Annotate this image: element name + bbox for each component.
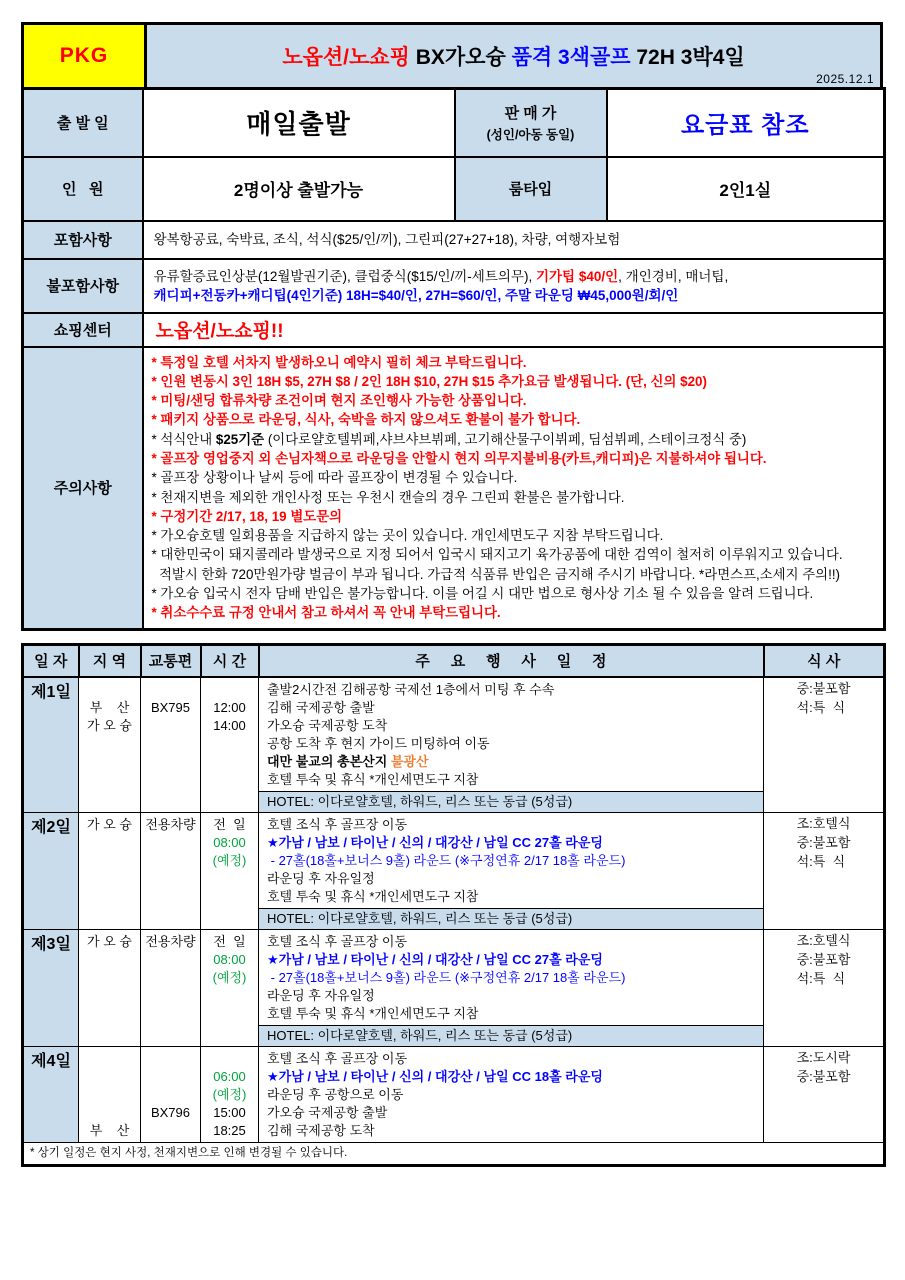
text-segment: 적발시 한화 720만원가량 벌금이 부과 됩니다. 가급적 식품류 반입은 금지해 주시기 바랍니다. *라면스프,소세지 주의!!): [151, 566, 841, 582]
schedule-footnote: * 상기 일정은 현지 사정, 천재지변으로 인해 변경될 수 있습니다.: [23, 1142, 885, 1165]
col-header-day: 일 자: [23, 644, 79, 677]
event-line: [267, 933, 755, 951]
notice-line: [152, 603, 876, 622]
transport-line: BX795: [150, 699, 191, 715]
schedule-day-row: [23, 929, 885, 1046]
notice-line: [152, 468, 876, 487]
notice-label: 주의사항: [23, 347, 143, 630]
time-line: (예정): [212, 1086, 247, 1102]
row-departure: [23, 89, 885, 157]
time-line: 전 일: [213, 816, 246, 832]
event-line: [267, 852, 755, 870]
region-cell: [79, 677, 141, 813]
event-lines: [259, 1047, 763, 1142]
text-segment: , 개인경비, 매너팁,: [618, 268, 729, 284]
excluded-line: [154, 286, 874, 305]
text-segment: 대만 불교의 총본산지: [267, 753, 391, 769]
text-segment: 호텔 조식 후 골프장 이동: [267, 1050, 408, 1066]
transport-cell: [141, 929, 201, 1046]
event-line: [267, 1086, 755, 1104]
text-segment: * 특정일 호텔 서차지 발생하오니 예약시 필히 체크 부탁드립니다.: [151, 354, 527, 370]
meal-list: [797, 1048, 851, 1086]
time-line: (예정): [212, 969, 247, 985]
time-line: 08:00: [213, 951, 246, 967]
text-segment: 호텔 투숙 및 휴식 *개인세면도구 지참: [267, 1005, 479, 1021]
meal-list: [797, 814, 851, 871]
price-label: 판 매 가: [504, 105, 557, 123]
time-line: 14:00: [213, 717, 246, 733]
text-segment: 72H 3박4일: [630, 46, 745, 69]
notice-list: [143, 347, 885, 630]
region-line: 가 오 슝: [87, 717, 132, 733]
notice-line: [152, 488, 876, 507]
time-line: 12:00: [213, 699, 246, 715]
event-line: [267, 1104, 755, 1122]
text-segment: * 골프장 영업중지 외 손님자책으로 라운딩을 안할시 현지 의무지불비용(카트,캐디피)은 지불하셔야 됩니다.: [151, 450, 767, 466]
doc-header: [21, 22, 883, 90]
hotel-info: HOTEL: 이다로얄호텔, 하워드, 리스 또는 동급 (5성급): [259, 1025, 763, 1046]
time-line: [202, 1050, 257, 1068]
row-pax: [23, 157, 885, 221]
text-segment: * 대한민국이 돼지콜레라 발생국으로 지정 되어서 입국시 돼지고기 육가공품에 대한 검역이 철저히 이루워지고 있습니다.: [151, 547, 843, 563]
meal-line: 중:불포함: [796, 834, 851, 850]
doc-date: 2025.12.1: [816, 72, 874, 86]
text-segment: * 패키지 상품으로 라운딩, 식사, 숙박을 하지 않으셔도 환불이 불가 합니다.: [151, 412, 581, 428]
events-cell: [259, 812, 764, 929]
text-segment: 호텔 조식 후 골프장 이동: [267, 816, 408, 832]
events-cell: [259, 677, 764, 813]
time-line: 전 일: [213, 933, 246, 949]
event-line: [267, 888, 755, 906]
pax-label: 인 원: [23, 157, 143, 221]
event-line: [267, 816, 755, 834]
event-line: [267, 735, 755, 753]
text-segment: 공항 도착 후 현지 가이드 미팅하여 이동: [267, 735, 490, 751]
text-segment: 호텔 투숙 및 휴식 *개인세면도구 지참: [267, 888, 479, 904]
notice-line: [152, 545, 876, 564]
row-shopping: [23, 313, 885, 347]
text-segment: - 27홀(18홀+보너스 9홀) 라운드 (※구정연휴 2/17 18홀 라운드): [267, 969, 626, 985]
text-segment: * 천재지변을 제외한 개인사정 또는 우천시 캔슬의 경우 그린피 환불은 불가합니다.: [151, 489, 625, 505]
package-info-table: [21, 87, 886, 631]
region-line: [80, 1050, 139, 1068]
time-line: 08:00: [213, 834, 246, 850]
region-cell: [79, 1046, 141, 1142]
region-line: [80, 681, 139, 699]
notice-line: [152, 449, 876, 468]
text-segment: 노옵션/노쇼핑: [282, 46, 410, 69]
schedule-table: [21, 643, 886, 1167]
meal-line: 조:호텔식: [796, 815, 851, 831]
notice-line: [152, 526, 876, 545]
time-cell: [201, 812, 259, 929]
text-segment: (이다로얄호텔뷔페,샤브샤브뷔페, 고기해산물구이뷔페, 딤섬뷔페, 스테이크정식 중): [264, 431, 747, 447]
transport-line: [142, 1086, 199, 1104]
notice-line: [152, 430, 876, 449]
text-segment: 유류할증료인상분(12월발권기준), 클럽중식($15/인/끼-세트의무),: [153, 268, 536, 284]
departure-label: 출 발 일: [23, 89, 143, 157]
day-label: 제2일: [23, 812, 79, 929]
text-segment: 라운딩 후 자유일정: [267, 987, 375, 1003]
excluded-label: 불포함사항: [23, 259, 143, 313]
roomtype-value: 2인1실: [607, 157, 885, 221]
event-line: [267, 753, 755, 771]
schedule-header-row: [23, 644, 885, 677]
row-notice: [23, 347, 885, 630]
region-cell: [79, 929, 141, 1046]
time-cell: [201, 929, 259, 1046]
col-header-region: 지 역: [79, 644, 141, 677]
text-segment: ★가남 / 남보 / 타이난 / 신의 / 대강산 / 남일 CC 18홀 라운딩: [267, 1068, 603, 1084]
text-segment: * 취소수수료 규정 안내서 참고 하셔서 꼭 안내 부탁드립니다.: [151, 605, 501, 621]
hotel-info: HOTEL: 이다로얄호텔, 하워드, 리스 또는 동급 (5성급): [259, 908, 763, 929]
event-line: [267, 681, 755, 699]
text-segment: 김해 국제공항 도착: [267, 1122, 375, 1138]
meals-cell: [764, 677, 885, 813]
roomtype-label: 룸타입: [455, 157, 607, 221]
event-line: [267, 870, 755, 888]
transport-line: [142, 1050, 199, 1068]
region-line: 부 산: [89, 1122, 130, 1138]
meal-line: 석:특 식: [796, 853, 846, 869]
schedule-footnote-row: [23, 1142, 885, 1165]
col-header-meals: 식 사: [764, 644, 885, 677]
price-value: 요금표 참조: [607, 89, 885, 157]
text-segment: * 가오슝 입국시 전자 담배 반입은 불가능합니다. 이를 어길 시 대만 법으로 형사상 기소 될 수 있음을 알려 드립니다.: [151, 586, 814, 602]
text-segment: 불광산: [390, 753, 429, 769]
schedule-day-row: [23, 1046, 885, 1142]
transport-line: BX796: [150, 1104, 191, 1120]
pax-value: 2명이상 출발가능: [143, 157, 455, 221]
day-label: 제3일: [23, 929, 79, 1046]
event-line: [267, 969, 755, 987]
time-line: 15:00: [213, 1104, 246, 1120]
schedule-day-row: [23, 677, 885, 813]
day-label: 제1일: [23, 677, 79, 813]
transport-line: [142, 681, 199, 699]
meals-cell: [764, 1046, 885, 1142]
event-line: [267, 1050, 755, 1068]
text-segment: $25기준: [215, 431, 265, 447]
event-line: [267, 1122, 755, 1140]
shopping-label: 쇼핑센터: [23, 313, 143, 347]
notice-line: [152, 507, 876, 526]
text-segment: 호텔 투숙 및 휴식 *개인세면도구 지참: [267, 771, 479, 787]
event-line: [267, 834, 755, 852]
tour-title: [282, 41, 744, 71]
event-line: [267, 951, 755, 969]
event-line: [267, 1005, 755, 1023]
text-segment: * 석식안내: [151, 431, 216, 447]
departure-value: 매일출발: [143, 89, 455, 157]
text-segment: 기가팁 $40/인: [535, 268, 619, 284]
text-segment: ★가남 / 남보 / 타이난 / 신의 / 대강산 / 남일 CC 27홀 라운딩: [267, 834, 603, 850]
price-label-cell: [455, 89, 607, 157]
region-line: [80, 1068, 139, 1086]
hotel-info: HOTEL: 이다로얄호텔, 하워드, 리스 또는 동급 (5성급): [259, 791, 763, 812]
text-segment: 라운딩 후 자유일정: [267, 870, 375, 886]
tour-title-cell: [147, 25, 880, 87]
text-segment: 라운딩 후 공항으로 이동: [267, 1086, 404, 1102]
text-segment: 품격 3색골프: [511, 46, 631, 69]
meals-cell: [764, 812, 885, 929]
excluded-text: [143, 259, 885, 313]
event-line: [267, 1068, 755, 1086]
meal-line: 중:불포함: [796, 951, 851, 967]
schedule-day-row: [23, 812, 885, 929]
notice-line: [152, 584, 876, 603]
meal-list: [797, 931, 851, 988]
col-header-transport: 교통편: [141, 644, 201, 677]
text-segment: * 미팅/샌딩 합류차량 조건이며 현지 조인행사 가능한 상품입니다.: [151, 393, 527, 409]
price-sublabel: (성인/아동 동일): [486, 128, 575, 143]
text-segment: - 27홀(18홀+보너스 9홀) 라운드 (※구정연휴 2/17 18홀 라운드): [267, 852, 626, 868]
notice-line: [152, 391, 876, 410]
text-segment: * 인원 변동시 3인 18H $5, 27H $8 / 2인 18H $10, 27H $15 추가요금 발생됩니다. (단, 신의 $20): [151, 373, 707, 389]
event-line: [267, 987, 755, 1005]
time-cell: [201, 677, 259, 813]
time-line: (예정): [212, 852, 247, 868]
events-cell: [259, 929, 764, 1046]
meal-line: 중:불포함: [796, 680, 851, 696]
event-lines: [259, 813, 763, 908]
text-segment: 캐디피+전동카+캐디팁(4인기준) 18H=$40/인, 27H=$60/인, 주말 라운딩 ₩45,000원/회/인: [153, 287, 679, 303]
text-segment: BX가오슝: [409, 46, 512, 69]
text-segment: 가오슝 국제공항 도착: [267, 717, 388, 733]
notice-line: [152, 372, 876, 391]
notice-line: [152, 565, 876, 584]
event-line: [267, 771, 755, 789]
transport-cell: [141, 677, 201, 813]
transport-line: [142, 1068, 199, 1086]
pkg-badge: PKG: [24, 25, 147, 87]
events-cell: [259, 1046, 764, 1142]
row-included: [23, 221, 885, 259]
meal-line: 석:특 식: [796, 970, 846, 986]
region-line: [80, 1086, 139, 1104]
region-line: 가 오 슝: [87, 816, 132, 832]
region-line: [80, 1104, 139, 1122]
text-segment: 출발2시간전 김해공항 국제선 1층에서 미팅 후 수속: [267, 681, 555, 697]
shopping-value: 노옵션/노쇼핑!!: [143, 313, 885, 347]
notice-line: [152, 353, 876, 372]
col-header-events: 주 요 행 사 일 정: [259, 644, 764, 677]
event-line: [267, 699, 755, 717]
text-segment: 김해 국제공항 출발: [267, 699, 375, 715]
excluded-line: [154, 267, 874, 286]
time-cell: [201, 1046, 259, 1142]
transport-cell: [141, 1046, 201, 1142]
meal-line: 석:특 식: [796, 699, 846, 715]
text-segment: * 가오슝호텔 일회용품을 지급하지 않는 곳이 있습니다. 개인세면도구 지참 부탁드립니다.: [151, 528, 664, 544]
event-line: [267, 717, 755, 735]
text-segment: * 구정기간 2/17, 18, 19 별도문의: [151, 508, 343, 524]
transport-line: 전용차량: [145, 933, 196, 949]
text-segment: * 골프장 상황이나 날씨 등에 따라 골프장이 변경될 수 있습니다.: [151, 470, 518, 486]
meal-line: 조:도시락: [796, 1049, 851, 1065]
included-text: 왕복항공료, 숙박료, 조식, 석식($25/인/끼), 그린피(27+27+18), 차량, 여행자보험: [143, 221, 885, 259]
event-lines: [259, 930, 763, 1025]
notice-line: [152, 410, 876, 429]
meal-list: [797, 679, 851, 717]
time-line: 06:00: [213, 1068, 246, 1084]
col-header-time: 시 간: [201, 644, 259, 677]
meal-line: 중:불포함: [796, 1068, 851, 1084]
time-line: 18:25: [213, 1122, 246, 1138]
row-excluded: [23, 259, 885, 313]
meals-cell: [764, 929, 885, 1046]
event-lines: [259, 678, 763, 791]
region-line: 부 산: [89, 699, 130, 715]
transport-line: 전용차량: [145, 816, 196, 832]
region-line: 가 오 슝: [87, 933, 132, 949]
text-segment: ★가남 / 남보 / 타이난 / 신의 / 대강산 / 남일 CC 27홀 라운딩: [267, 951, 603, 967]
time-line: [202, 681, 257, 699]
text-segment: 호텔 조식 후 골프장 이동: [267, 933, 408, 949]
included-label: 포함사항: [23, 221, 143, 259]
text-segment: 가오슝 국제공항 출발: [267, 1104, 388, 1120]
region-cell: [79, 812, 141, 929]
meal-line: 조:호텔식: [796, 932, 851, 948]
day-label: 제4일: [23, 1046, 79, 1142]
transport-cell: [141, 812, 201, 929]
